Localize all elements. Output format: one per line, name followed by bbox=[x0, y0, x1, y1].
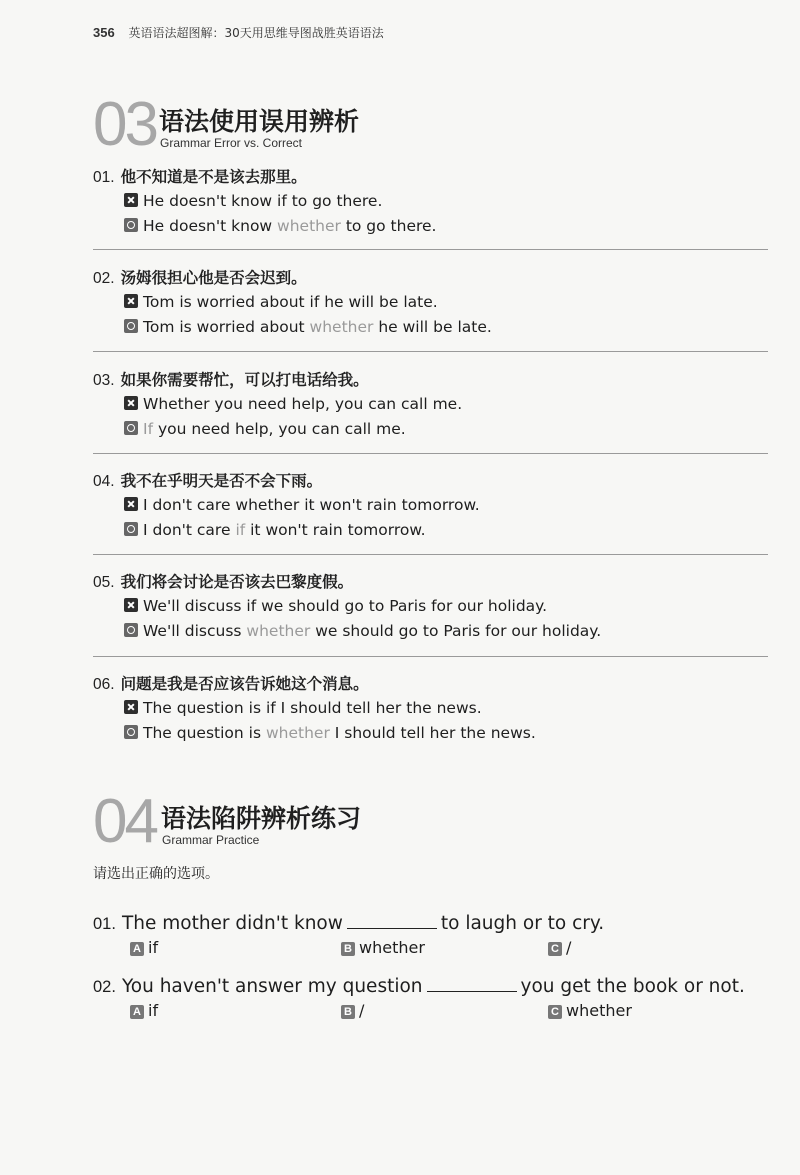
item-number: 01. bbox=[93, 169, 115, 186]
correct-text-pre: I don't care bbox=[143, 521, 236, 539]
wrong-icon bbox=[124, 700, 138, 714]
wrong-icon bbox=[124, 193, 138, 207]
section-03-title-cn: 语法使用误用辨析 bbox=[159, 107, 360, 136]
correct-text-post: to go there. bbox=[340, 217, 437, 235]
correct-text-post: he will be late. bbox=[373, 318, 492, 336]
item-number: 05. bbox=[93, 574, 115, 591]
page-number: 356 bbox=[93, 25, 115, 40]
option-letter-icon: C bbox=[548, 1005, 562, 1019]
stem-pre: You haven't answer my question bbox=[121, 976, 423, 997]
page-header bbox=[93, 24, 384, 41]
item-question bbox=[93, 266, 768, 290]
option-text: whether bbox=[566, 1001, 632, 1020]
answer-blank[interactable] bbox=[427, 975, 517, 992]
correct-text-pre: Tom is worried about bbox=[143, 318, 310, 336]
correct-icon bbox=[124, 421, 138, 435]
error-item-5 bbox=[93, 570, 768, 644]
option-text: if bbox=[148, 938, 159, 957]
error-item-1 bbox=[93, 165, 768, 239]
question-number: 02. bbox=[93, 978, 116, 996]
options-row bbox=[93, 1001, 773, 1025]
item-number: 03. bbox=[93, 372, 115, 389]
divider bbox=[93, 554, 768, 555]
option-c[interactable] bbox=[548, 1001, 632, 1020]
stem-post: to laugh or to cry. bbox=[440, 913, 605, 934]
question-stem bbox=[93, 973, 773, 1001]
wrong-sentence bbox=[124, 696, 799, 721]
error-item-3 bbox=[93, 368, 768, 442]
option-text: / bbox=[359, 1001, 365, 1020]
practice-question-1 bbox=[93, 910, 773, 962]
instruction-text: 请选出正确的选项。 bbox=[93, 866, 219, 882]
correct-icon bbox=[124, 218, 138, 232]
answer-blank[interactable] bbox=[347, 912, 437, 929]
correct-text-pre: The question is bbox=[143, 724, 266, 742]
divider bbox=[93, 453, 768, 454]
correct-text-post: it won't rain tomorrow. bbox=[245, 521, 426, 539]
correct-icon bbox=[124, 522, 138, 536]
correct-text-post: you need help, you can call me. bbox=[153, 420, 406, 438]
stem-post: you get the book or not. bbox=[520, 976, 745, 997]
practice-question-2 bbox=[93, 973, 773, 1025]
wrong-text: He doesn't know if to go there. bbox=[143, 192, 383, 210]
divider bbox=[93, 351, 768, 352]
section-03-number: 03 bbox=[93, 90, 156, 159]
item-chinese: 汤姆很担心他是否会迟到。 bbox=[120, 269, 307, 287]
correct-keyword: If bbox=[143, 420, 154, 438]
correct-sentence bbox=[124, 214, 799, 239]
option-c[interactable] bbox=[548, 938, 571, 957]
correct-sentence bbox=[124, 518, 799, 543]
error-item-6 bbox=[93, 672, 768, 746]
correct-keyword: whether bbox=[309, 318, 374, 336]
wrong-sentence bbox=[124, 493, 799, 518]
item-number: 04. bbox=[93, 473, 115, 490]
divider bbox=[93, 656, 768, 657]
correct-sentence bbox=[124, 315, 799, 340]
wrong-icon bbox=[124, 294, 138, 308]
correct-keyword: whether bbox=[246, 622, 311, 640]
option-letter-icon: B bbox=[341, 1005, 355, 1019]
correct-text-post: I should tell her the news. bbox=[329, 724, 536, 742]
options-row bbox=[93, 938, 773, 962]
item-number: 06. bbox=[93, 676, 115, 693]
correct-sentence bbox=[124, 721, 799, 746]
divider bbox=[93, 249, 768, 250]
error-item-2 bbox=[93, 266, 768, 340]
section-03-title-en: Grammar Error vs. Correct bbox=[160, 136, 303, 150]
item-chinese: 如果你需要帮忙，可以打电话给我。 bbox=[120, 371, 369, 389]
section-04-title-cn: 语法陷阱辨析练习 bbox=[161, 804, 362, 833]
wrong-text: I don't care whether it won't rain tomorrow. bbox=[143, 496, 480, 514]
item-question bbox=[93, 672, 768, 696]
item-chinese: 我不在乎明天是否不会下雨。 bbox=[120, 472, 323, 490]
wrong-text: We'll discuss if we should go to Paris for our holiday. bbox=[143, 597, 548, 615]
option-letter-icon: C bbox=[548, 942, 562, 956]
wrong-text: Tom is worried about if he will be late. bbox=[143, 293, 438, 311]
option-b[interactable] bbox=[341, 938, 425, 957]
correct-icon bbox=[124, 725, 138, 739]
item-question bbox=[93, 165, 768, 189]
item-number: 02. bbox=[93, 270, 115, 287]
correct-sentence bbox=[124, 417, 799, 442]
wrong-text: The question is if I should tell her the news. bbox=[143, 699, 482, 717]
correct-icon bbox=[124, 319, 138, 333]
item-chinese: 问题是我是否应该告诉她这个消息。 bbox=[120, 675, 369, 693]
wrong-text: Whether you need help, you can call me. bbox=[143, 395, 463, 413]
item-chinese: 我们将会讨论是否该去巴黎度假。 bbox=[120, 573, 354, 591]
correct-text-pre: We'll discuss bbox=[143, 622, 247, 640]
question-number: 01. bbox=[93, 915, 116, 933]
item-question bbox=[93, 368, 768, 392]
section-04-title-en: Grammar Practice bbox=[162, 833, 260, 847]
correct-keyword: whether bbox=[265, 724, 330, 742]
item-question bbox=[93, 570, 768, 594]
wrong-sentence bbox=[124, 594, 799, 619]
option-letter-icon: A bbox=[130, 1005, 144, 1019]
wrong-sentence bbox=[124, 189, 799, 214]
correct-keyword: whether bbox=[277, 217, 341, 235]
correct-keyword: if bbox=[235, 521, 246, 539]
question-stem bbox=[93, 910, 773, 938]
section-04-number: 04 bbox=[93, 787, 156, 856]
wrong-sentence bbox=[124, 290, 799, 315]
item-chinese: 他不知道是不是该去那里。 bbox=[120, 168, 307, 186]
item-question bbox=[93, 469, 768, 493]
option-b[interactable] bbox=[341, 1001, 364, 1020]
stem-pre: The mother didn't know bbox=[121, 913, 343, 934]
option-letter-icon: A bbox=[130, 942, 144, 956]
option-a[interactable] bbox=[130, 938, 158, 957]
error-item-4 bbox=[93, 469, 768, 543]
option-text: / bbox=[566, 938, 572, 957]
option-a[interactable] bbox=[130, 1001, 158, 1020]
correct-icon bbox=[124, 623, 138, 637]
wrong-icon bbox=[124, 396, 138, 410]
correct-text-pre: He doesn't know bbox=[143, 217, 278, 235]
wrong-icon bbox=[124, 598, 138, 612]
option-letter-icon: B bbox=[341, 942, 355, 956]
book-title: 英语语法超图解：30天用思维导图战胜英语语法 bbox=[128, 26, 384, 40]
correct-sentence bbox=[124, 619, 799, 644]
wrong-icon bbox=[124, 497, 138, 511]
option-text: if bbox=[148, 1001, 159, 1020]
wrong-sentence bbox=[124, 392, 799, 417]
option-text: whether bbox=[359, 938, 425, 957]
correct-text-post: we should go to Paris for our holiday. bbox=[310, 622, 602, 640]
